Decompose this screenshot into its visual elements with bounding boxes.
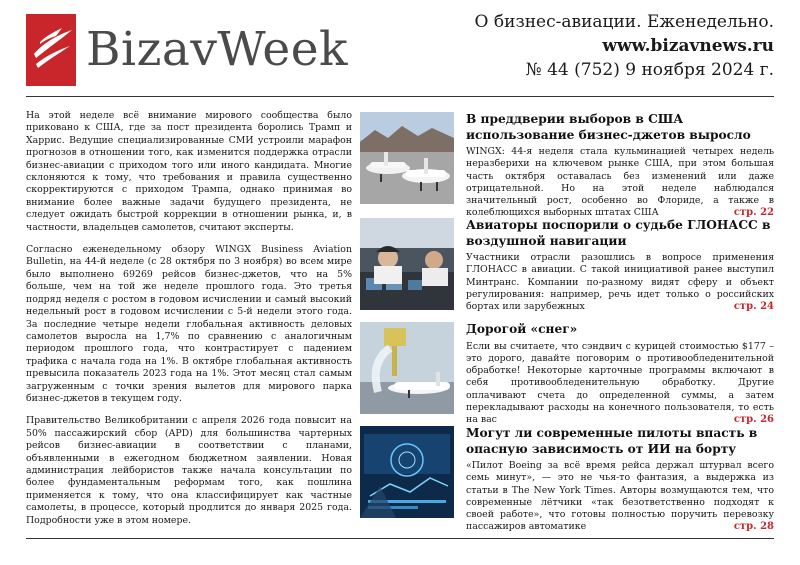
article-summary xyxy=(466,341,774,427)
article-headline[interactable]: Дорогой «снег» xyxy=(466,322,578,336)
page-reference[interactable]: стр. 22 xyxy=(733,207,774,219)
cockpit-pilot-photo xyxy=(360,218,454,310)
intro-paragraph: На этой неделе всё внимание мирового сообщества было приковано к США, где за пост президента боролись Трамп и Харрис. Ведущие специализированные СМИ устроили марафон прогнозов в отношении того, как изменится поддержка отрасли бизнес-авиации с приходом того или иного кандидата. Многие склоняются к тому, что требования и правила существенно скорректируются с приходом Трампа, однако принимая во внимание более важные задачи будущего президента, не следует ожидать быстрой коррекции в отношении рынка, и, в частности, владельцев самолетов, считают эксперты. xyxy=(26,110,352,233)
article-summary xyxy=(466,252,774,313)
top-divider xyxy=(26,96,774,97)
parked-jets-photo xyxy=(360,112,454,204)
article-headline[interactable]: Авиаторы поспорили о судьбе ГЛОНАСС в воздушной навигации xyxy=(466,218,771,248)
page-reference[interactable]: стр. 24 xyxy=(733,301,774,313)
issue-info: № 44 (752) 9 ноября 2024 г. xyxy=(525,60,774,80)
bottom-divider xyxy=(26,538,774,539)
intro-paragraph: Согласно еженедельному обзору WINGX Business Aviation Bulletin, на 44-й неделе (с 28 октября по 3 ноября) во всем мире было выполнено 69269 рейсов бизнес-джетов, что на 5% больше, чем на той же неделе прошлого года. Это третья подряд неделя с ростом в годовом исчислении и самый высокий недельный рост в годовом исчислении с 5-й недели этого года. За последние четыре недели глобальная активность деловых самолетов выросла на 1,7% по сравнению с аналогичным периодом прошлого года, что контрастирует с падением трафика с начала года на 1%. В октябре глобальная активность превысила показатель 2023 года на 1%. Этот месяц стал самым загруженным с точки зрения вылетов для мирового парка бизнес-джетов в текущем году. xyxy=(26,244,352,404)
article-summary xyxy=(466,460,774,534)
header-info xyxy=(475,10,774,82)
logo-icon xyxy=(26,14,76,86)
brand-title: BizavWeek xyxy=(86,22,348,77)
article-headline[interactable]: Могут ли современные пилоты впасть в опасную зависимость от ИИ на борту xyxy=(466,426,758,456)
intro-paragraph: Правительство Великобритании с апреля 2026 года повысит на 50% пассажирский сбор (APD) для большинства чартерных рейсов бизнес-авиации в соответствии с планами, объявленными в ежегодном бюджетном заявлении. Новая администрация лейбористов также начала консультации по более фундаментальным реформам того, как пошлина применяется к тому, что она классифицирует как частные самолеты, в процессе, который продлится до января 2025 года. Подробности уже в этом номере. xyxy=(26,415,352,526)
article-headline[interactable]: В преддверии выборов в США использование бизнес-джетов выросло xyxy=(466,112,751,142)
ai-interface-photo xyxy=(360,426,454,518)
page-reference[interactable]: стр. 28 xyxy=(733,521,774,533)
page-reference[interactable]: стр. 26 xyxy=(733,414,774,426)
article-summary-text: Если вы считаете, что сэндвич с курицей стоимостью $177 – это дорого, давайте поговорим о противообледенительной обработке! Некоторые карточные программы включают в себя противообледенительную обработку. Другие оплачивают счета до определенной суммы, а затем перекладывают расходы на конечного пользователя, то есть на вас xyxy=(466,340,774,426)
deicing-photo xyxy=(360,322,454,414)
website-link[interactable]: www.bizavnews.ru xyxy=(602,36,774,56)
article-summary-text: WINGX: 44-я неделя стала кульминацией четырех недель неразберихи на ключевом рынке США, при этом большая часть октября оставалась без изменений или даже отрицательной. Но на этой неделе наблюдался значительный рост, особенно во Флориде, а также в колеблющихся выборных штатах США xyxy=(466,146,774,219)
article-summary xyxy=(466,146,774,220)
tagline: О бизнес-авиации. Еженедельно. xyxy=(474,12,774,32)
article-summary-text: Участники отрасли разошлись в вопросе применения ГЛОНАСС в авиации. С такой инициативой ранее выступил Минтранс. Компании по-разному видят сферу и объект регулирования: например, речь идет только о российских бортах или зарубежных xyxy=(466,252,774,313)
intro-column xyxy=(26,110,352,537)
article-summary-text: «Пилот Boeing за всё время рейса держал штурвал всего семь минут», — это не чья-то фантазия, а выдержка из статьи в The New York Times. Авторы возмущаются тем, что современные лётчики «так безответственно подходят к своей работе», что готовы полностью поручить перевозку пассажиров автоматике xyxy=(466,460,774,533)
